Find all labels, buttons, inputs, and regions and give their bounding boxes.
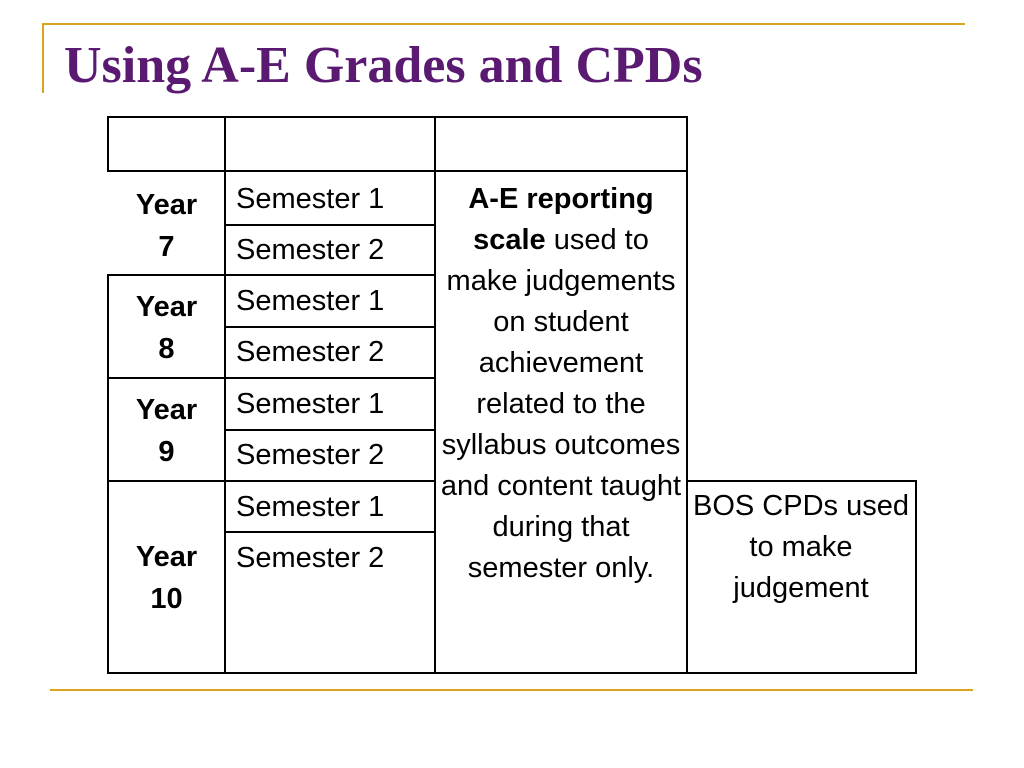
semester-cell: Semester 2 — [236, 439, 385, 471]
semester-cell: Semester 1 — [236, 388, 385, 420]
row-divider — [225, 531, 435, 533]
col-divider — [686, 116, 688, 674]
table-bottom-border — [107, 672, 916, 674]
row-divider — [107, 480, 435, 482]
year-label — [109, 286, 224, 370]
semester-cell: Semester 2 — [236, 234, 385, 266]
row-divider — [225, 326, 435, 328]
bos-right-border — [915, 480, 917, 674]
slide-title: Using A-E Grades and CPDs — [64, 37, 703, 94]
top-accent-rule — [42, 23, 965, 25]
year-number: 9 — [158, 436, 175, 468]
ae-reporting-description — [440, 179, 682, 589]
year-label — [109, 536, 224, 620]
year-word: Year — [135, 394, 198, 426]
bos-cpds-description: BOS CPDs used to make judgement — [693, 490, 909, 604]
ae-reporting-description-text: used to make judgements on student achievement related to the syllabus outcomes and content taught during that semester only. — [440, 224, 682, 584]
semester-cell: Semester 1 — [236, 183, 385, 215]
bos-top-border — [686, 480, 916, 482]
year-label — [109, 184, 224, 268]
col-divider — [434, 116, 436, 674]
year-label — [109, 389, 224, 473]
semester-cell: Semester 1 — [236, 491, 385, 523]
year-number: 8 — [158, 333, 175, 365]
semester-cell: Semester 2 — [236, 336, 385, 368]
year-word: Year — [135, 291, 198, 323]
semester-cell: Semester 2 — [236, 542, 385, 574]
ae-reporting-scale-term: A-E reporting scale — [468, 183, 654, 256]
year-number: 7 — [158, 231, 175, 263]
year-number: 10 — [150, 583, 183, 615]
header-bottom-border — [107, 170, 687, 172]
bottom-accent-rule — [50, 689, 973, 691]
header-cell — [226, 118, 434, 170]
left-accent-rule — [42, 23, 44, 93]
header-cell — [109, 118, 224, 170]
row-divider — [107, 274, 435, 276]
year-word: Year — [135, 541, 198, 573]
row-divider — [225, 224, 435, 226]
row-divider — [107, 377, 435, 379]
semester-cell: Semester 1 — [236, 285, 385, 317]
header-cell — [436, 118, 686, 170]
row-divider — [225, 429, 435, 431]
year-word: Year — [135, 189, 198, 221]
